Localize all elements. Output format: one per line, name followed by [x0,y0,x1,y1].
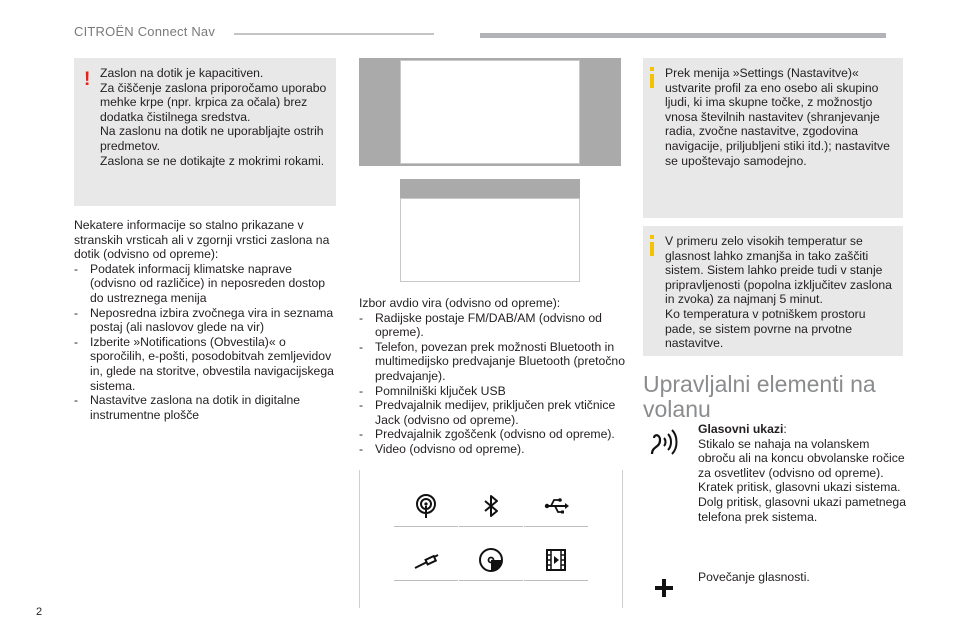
info-icon [650,74,654,88]
video-icon [524,540,588,581]
left-column [74,218,338,422]
voice-command-icon [646,424,682,465]
volume-up-text: Povečanje glasnosti. [698,570,810,584]
list-item: - Telefon, povezan prek možnosti Bluetooth in multimedijsko predvajanje Bluetooth (pretočno predvajanje). [359,339,625,383]
audio-source-panel [359,470,623,608]
list-item: - Izberite »Notifications (Obvestila)« o sporočilih, e-pošti, posodobitvah zemljevidov in, glede na storitve, obvestila navigacijskega sistema. [74,334,334,393]
list-item: - Video (odvisno od opreme). [359,441,525,456]
warning-text: Zaslon na dotik je kapacitiven. Za čiščenje zaslona priporočamo uporabo mehke krpe (npr. krpica za očala) brez dodatka čistilnega sredstva. Na zaslonu na dotik ne uporabljajte ostrih predmetov. Zaslona se ne dotikajte z mokrimi rokami. [100,66,327,168]
screen-illustration-sidebar [400,179,580,199]
page-number: 2 [36,606,43,618]
warning-box [74,58,336,206]
screen-illustration-bottom [400,198,580,282]
header-rule-left [234,33,434,35]
info-text-settings: Prek menija »Settings (Nastavitve)« ustvarite profil za eno osebo ali skupino ljudi, ki ima skupne točke, z možnostjo vnosa številnih nastavitev (shranjevanje radia, zvočne nastavitve, zgodovina navigacije, priljubljeni stiki itd.); nastavitve se upoštevajo samodejno. [665,66,890,168]
voice-command-text: Stikalo se nahaja na volanskem obroču ali na koncu obvolanske ročice za osvetlitev (odvisno od opreme). Kratek pritisk, glasovni ukazi sistema. Dolg pritisk, glasovni ukazi pametnega telefona prek sistema. [698,436,906,524]
info-box-temperature [643,226,903,356]
list-item: - Neposredna izbira zvočnega vira in seznama postaj (ali naslovov glede na vir) [74,305,334,335]
warning-icon: ! [84,69,91,90]
screen-display [400,60,580,164]
bluetooth-icon [459,486,523,527]
list-item: - Radijske postaje FM/DAB/AM (odvisno od opreme). [359,310,602,340]
list-item: - Predvajalnik medijev, priključen prek vtičnice Jack (odvisno od opreme). [359,398,616,427]
middle-column [359,296,629,457]
info-icon [650,242,654,256]
voice-command-block: Glasovni ukazi: Stikalo se nahaja na volanskem obroču ali na koncu obvolanske ročice za osvetlitev (odvisno od opreme). Kratek pritisk, glasovni ukazi sistema. Dolg pritisk, glasovni ukazi pametnega telefona prek sistema. [698,422,910,524]
cd-icon [459,540,523,581]
list-item: - Nastavitve zaslona na dotik in digitalne instrumentne plošče [74,393,301,422]
screen-illustration-top [359,58,621,166]
jack-icon [394,540,458,581]
info-box-settings [643,58,903,218]
radio-icon [394,486,458,527]
list-item: - Podatek informacij klimatske naprave (odvisno od različice) in neposreden dostop do ustreznega menija [74,261,326,305]
list-item: - Pomnilniški ključek USB [359,383,506,398]
plus-icon [654,578,674,603]
info-text-temperature: V primeru zelo visokih temperatur se glasnost lahko zmanjša in tako zaščiti sistem. Sistem lahko preide tudi v stanje pripravljenosti (popolna izklјučitev zaslona in zvoka) za najmanj 5 minut. Ko temperatura v potniškem prostoru pade, se sistem povrne na prvotne nastavitve. [665,234,892,351]
running-header: CITROËN Connect Nav [74,24,216,39]
middle-intro: Izbor avdio vira (odvisno od opreme): [359,296,561,310]
left-intro: Nekatere informacije so stalno prikazane v stranskih vrsticah ali v zgornji vrstici zaslona na dotik (odvisno od opreme): [74,218,330,262]
header-rule-right [480,33,886,38]
voice-command-label: Glasovni ukazi [698,422,784,436]
list-item: - Predvajalnik zgoščenk (odvisno od opreme). [359,427,615,442]
section-title: Upravljalni elementi na volanu [643,371,876,422]
usb-icon [524,486,588,527]
